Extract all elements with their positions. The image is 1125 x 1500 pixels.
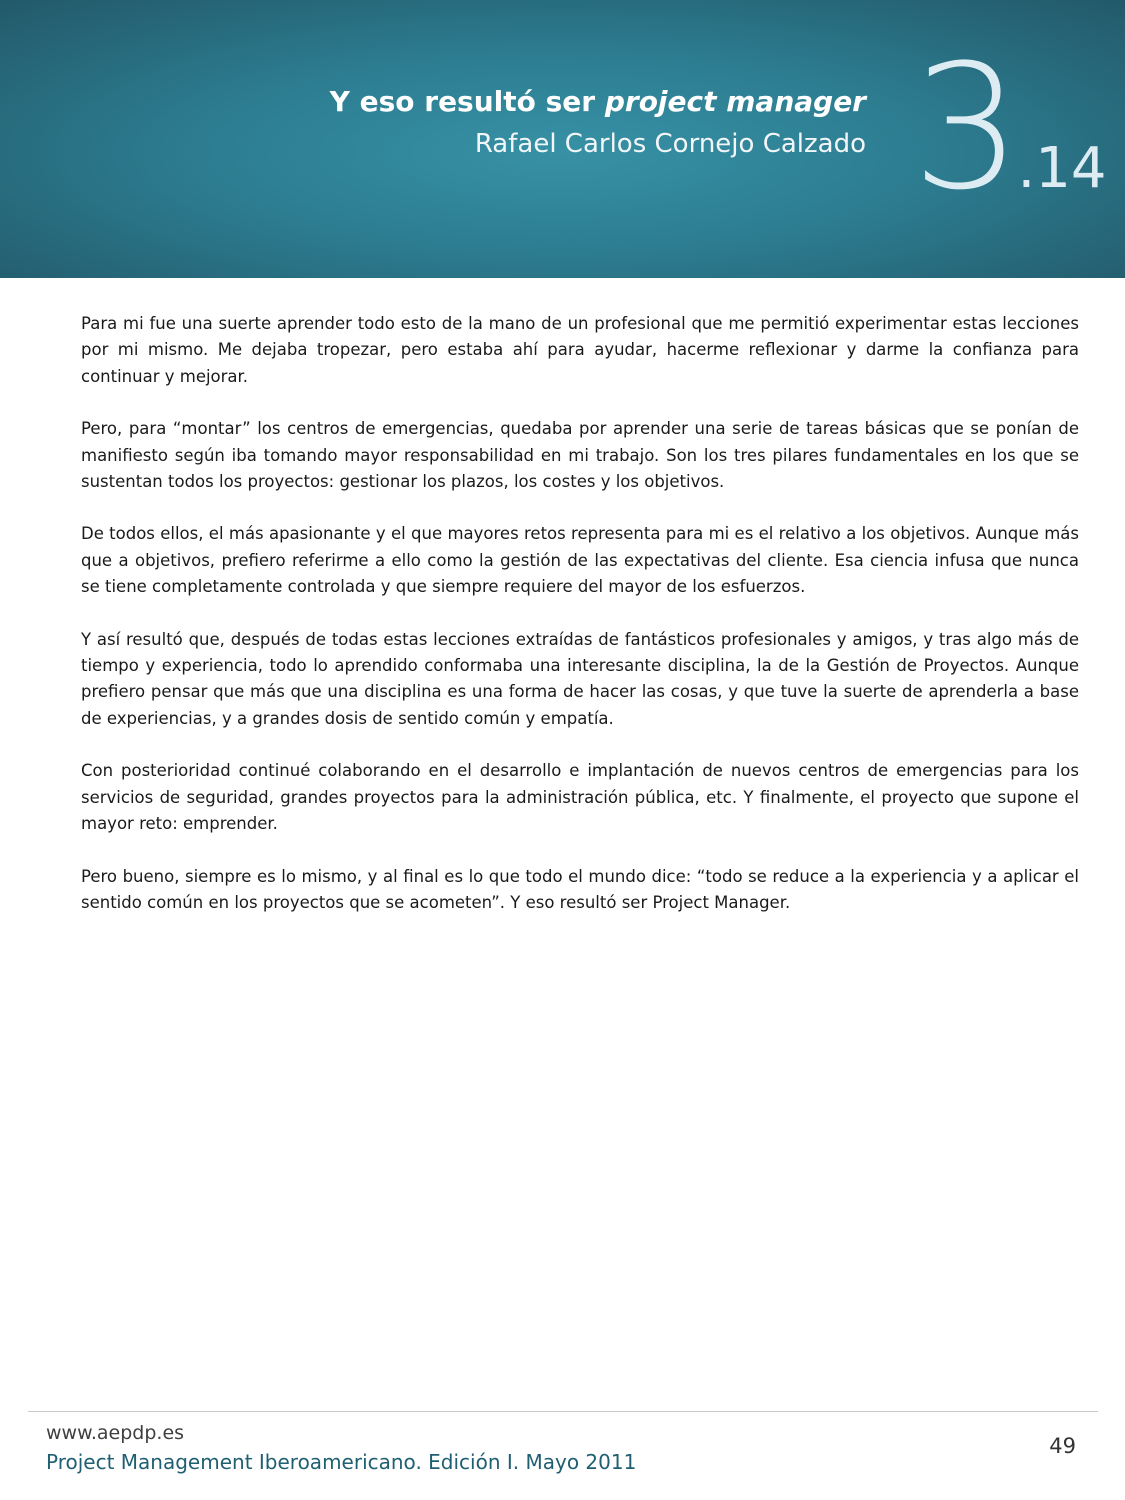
body-paragraph: Pero, para “montar” los centros de emergencias, quedaba por aprender una serie de tareas básicas que se ponían de manifiesto según iba tomando mayor responsabilidad en mi trabajo. Son los tres pilares fundamentales en los que se sustentan todos los proyectos: gestionar los plazos, los costes y los objetivos. [81, 419, 1079, 492]
body-paragraph: Y así resultó que, después de todas estas lecciones extraídas de fantásticos profesionales y amigos, y tras algo más de tiempo y experiencia, todo lo aprendido conformaba una interesante disciplina, la de la Gestión de Proyectos. Aunque prefiero pensar que más que una disciplina es una forma de hacer las cosas, y que tuve la suerte de aprenderla a base de experiencias, y a grandes dosis de sentido común y empatía. [81, 629, 1079, 728]
article-title-prefix: Y eso resultó ser [329, 85, 605, 118]
footer-divider [28, 1411, 1098, 1412]
chapter-number-minor: .14 [1017, 136, 1107, 201]
chapter-number [912, 27, 1107, 228]
body-paragraph: Pero bueno, siempre es lo mismo, y al final es lo que todo el mundo dice: “todo se reduce a la experiencia y a aplicar el sentido común en los proyectos que se acometen”. Y eso resultó ser Project Manager. [81, 866, 1079, 912]
footer-publication: Project Management Iberoamericano. Edición I. Mayo 2011 [46, 1450, 637, 1474]
article-title [330, 80, 866, 124]
article-author: Rafael Carlos Cornejo Calzado [474, 129, 866, 159]
body-paragraph: Para mi fue una suerte aprender todo esto de la mano de un profesional que me permitió experimentar estas lecciones por mi mismo. Me dejaba tropezar, pero estaba ahí para ayudar, hacerme reflexionar y darme la confianza para continuar y mejorar. [81, 314, 1079, 386]
title-block [330, 80, 866, 164]
footer-website-link[interactable]: www.aepdp.es [46, 1422, 185, 1444]
body-paragraph: Con posterioridad continué colaborando en el desarrollo e implantación de nuevos centros de emergencias para los servicios de seguridad, grandes proyectos para la administración pública, etc. Y finalmente, el proyecto que supone el mayor reto: emprender. [81, 761, 1079, 834]
chapter-number-major: 3 [912, 27, 1018, 228]
article-body [81, 311, 1079, 942]
chapter-header-band [0, 0, 1125, 278]
body-paragraph: De todos ellos, el más apasionante y el que mayores retos representa para mi es el relativo a los objetivos. Aunque más que a objetivos, prefiero referirme a ello como la gestión de las expectativas del cliente. Esa ciencia infusa que nunca se tiene completamente controlada y que siempre requiere del mayor de los esfuerzos. [81, 524, 1079, 597]
page-number: 49 [1049, 1434, 1076, 1458]
article-title-emphasis: project manager [604, 85, 866, 118]
